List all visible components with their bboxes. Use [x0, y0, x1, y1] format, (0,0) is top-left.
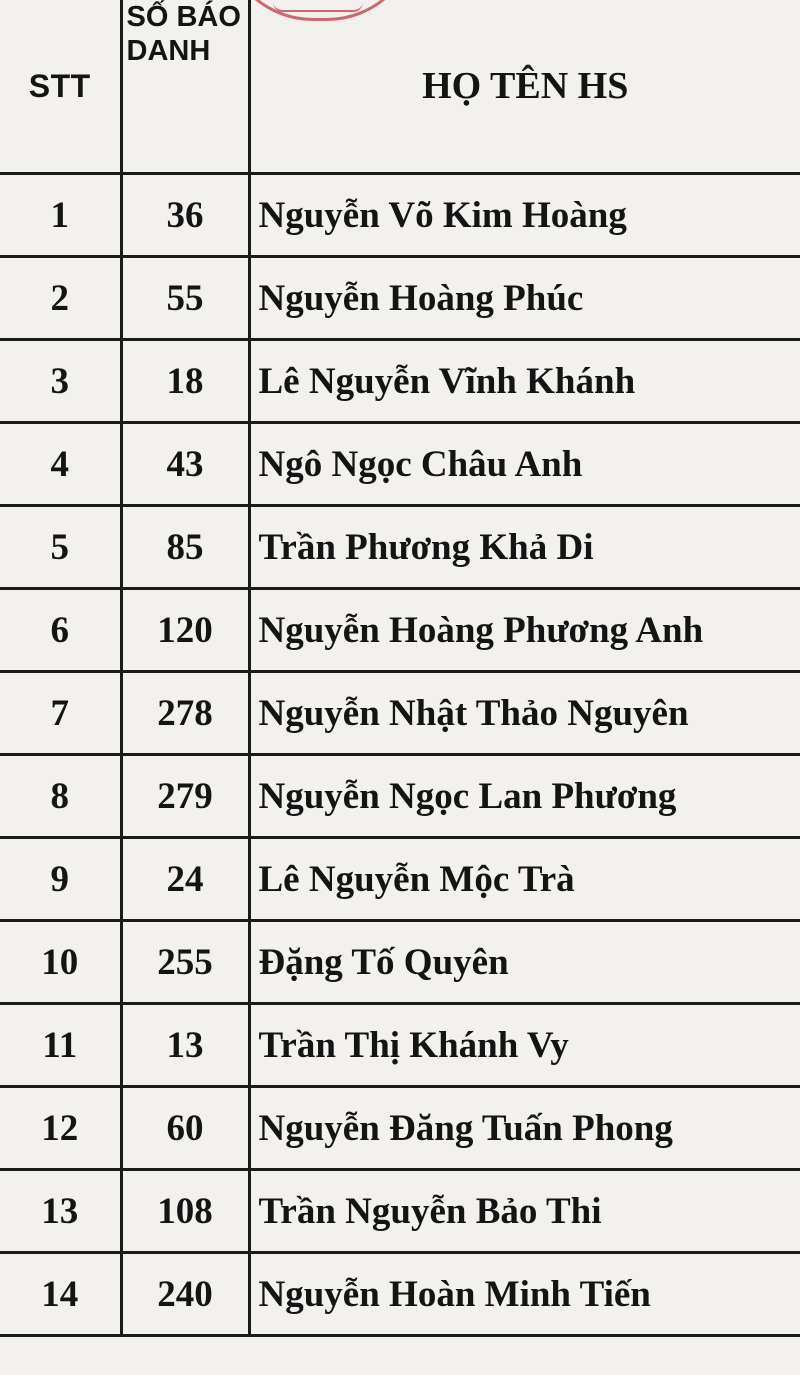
table-row	[0, 921, 800, 1004]
cell-stt: 5	[0, 506, 121, 589]
header-stt: STT	[0, 0, 121, 174]
cell-so-bao-danh: 36	[121, 174, 249, 257]
cell-student-name: Nguyễn Hoàng Phương Anh	[249, 589, 800, 672]
cell-so-bao-danh: 18	[121, 340, 249, 423]
table-header-row	[0, 0, 800, 174]
table-row	[0, 755, 800, 838]
table-row	[0, 589, 800, 672]
cell-student-name: Đặng Tố Quyên	[249, 921, 800, 1004]
cell-student-name: Nguyễn Ngọc Lan Phương	[249, 755, 800, 838]
cell-stt: 10	[0, 921, 121, 1004]
table-row	[0, 506, 800, 589]
cell-stt: 8	[0, 755, 121, 838]
cell-so-bao-danh: 240	[121, 1253, 249, 1336]
cell-so-bao-danh: 55	[121, 257, 249, 340]
cell-student-name: Lê Nguyễn Vĩnh Khánh	[249, 340, 800, 423]
cell-student-name: Nguyễn Hoàng Phúc	[249, 257, 800, 340]
header-ho-ten-hs: HỌ TÊN HS	[249, 0, 800, 174]
table-row	[0, 423, 800, 506]
cell-student-name: Nguyễn Hoàn Minh Tiến	[249, 1253, 800, 1336]
cell-stt: 7	[0, 672, 121, 755]
cell-student-name: Nguyễn Nhật Thảo Nguyên	[249, 672, 800, 755]
cell-student-name: Trần Nguyễn Bảo Thi	[249, 1170, 800, 1253]
cell-so-bao-danh: 278	[121, 672, 249, 755]
cell-stt: 13	[0, 1170, 121, 1253]
cell-so-bao-danh: 279	[121, 755, 249, 838]
cell-student-name: Ngô Ngọc Châu Anh	[249, 423, 800, 506]
cell-so-bao-danh: 13	[121, 1004, 249, 1087]
cell-student-name: Trần Phương Khả Di	[249, 506, 800, 589]
cell-stt: 12	[0, 1087, 121, 1170]
cell-so-bao-danh: 120	[121, 589, 249, 672]
cell-stt: 14	[0, 1253, 121, 1336]
cell-stt: 6	[0, 589, 121, 672]
table-row	[0, 838, 800, 921]
cell-stt: 3	[0, 340, 121, 423]
cell-so-bao-danh: 255	[121, 921, 249, 1004]
table-row	[0, 257, 800, 340]
cell-stt: 4	[0, 423, 121, 506]
table-row	[0, 174, 800, 257]
cell-student-name: Trần Thị Khánh Vy	[249, 1004, 800, 1087]
table-row	[0, 1253, 800, 1336]
cell-so-bao-danh: 60	[121, 1087, 249, 1170]
cell-student-name: Lê Nguyễn Mộc Trà	[249, 838, 800, 921]
table-row	[0, 1170, 800, 1253]
table-row	[0, 1087, 800, 1170]
cell-stt: 11	[0, 1004, 121, 1087]
cell-stt: 9	[0, 838, 121, 921]
cell-so-bao-danh: 108	[121, 1170, 249, 1253]
cell-student-name: Nguyễn Đăng Tuấn Phong	[249, 1087, 800, 1170]
table-row	[0, 672, 800, 755]
cell-so-bao-danh: 24	[121, 838, 249, 921]
cell-stt: 1	[0, 174, 121, 257]
header-so-bao-danh: SỐ BÁO DANH	[121, 0, 249, 174]
cell-stt: 2	[0, 257, 121, 340]
table-row	[0, 1004, 800, 1087]
table-row	[0, 340, 800, 423]
cell-so-bao-danh: 43	[121, 423, 249, 506]
cell-so-bao-danh: 85	[121, 506, 249, 589]
cell-student-name: Nguyễn Võ Kim Hoàng	[249, 174, 800, 257]
